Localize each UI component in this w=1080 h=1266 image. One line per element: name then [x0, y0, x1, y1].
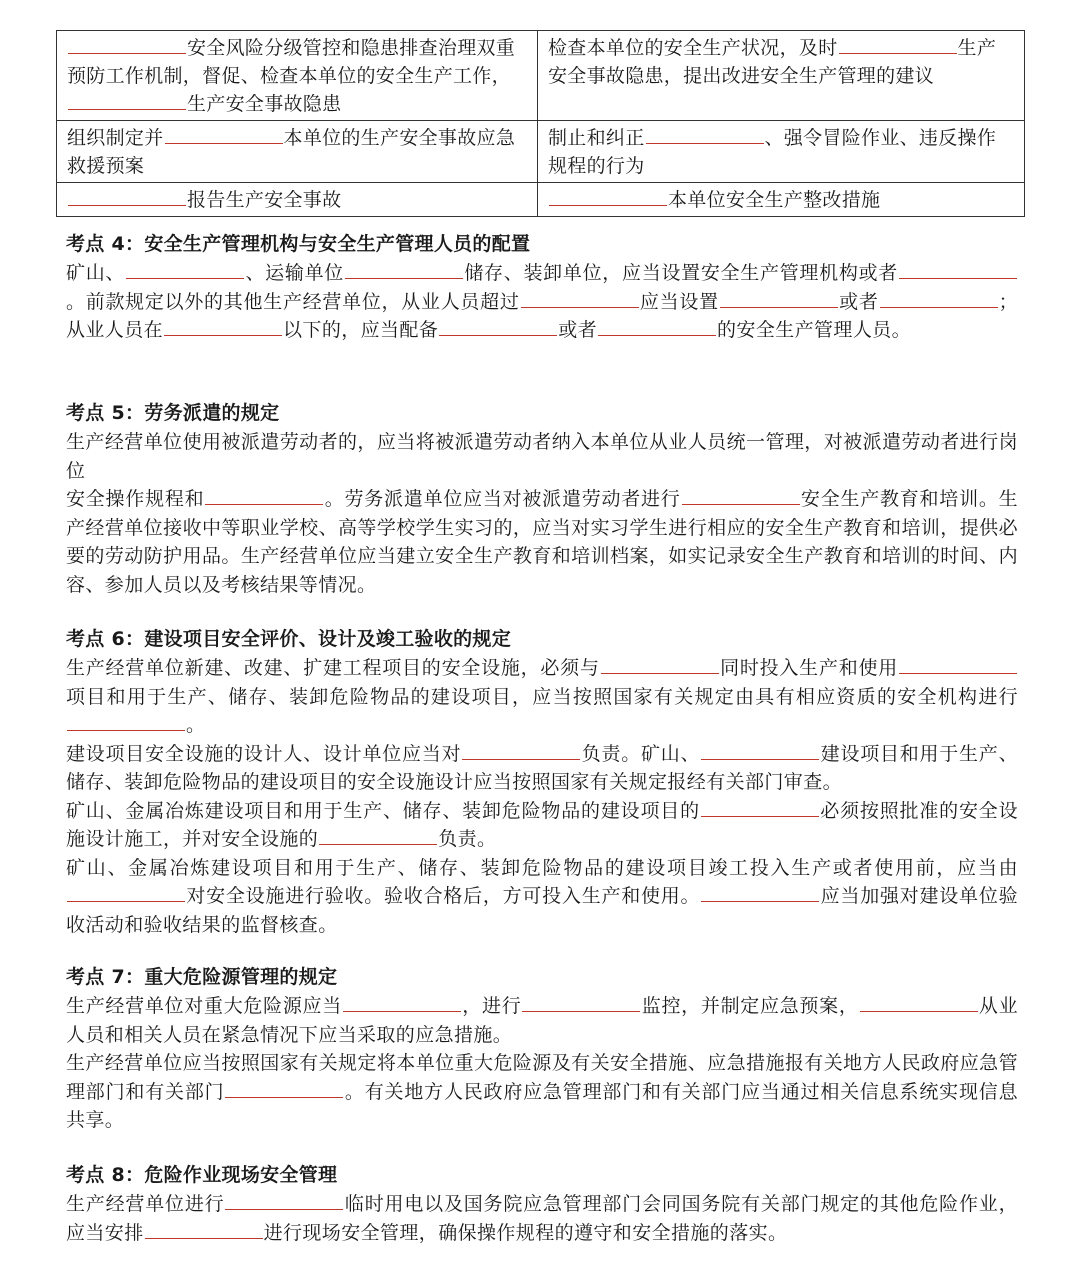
fill-in-blank[interactable]	[899, 260, 1017, 279]
fill-in-blank[interactable]	[68, 91, 186, 110]
text-run: 生产经营单位应当按照国家有关规定将本单位重大危险源及有关安全措施、应急措施报有关地方人民政府应急管理部门和有关部门	[66, 1052, 1018, 1103]
text-run: 。	[186, 714, 206, 736]
fill-in-blank[interactable]	[319, 826, 437, 845]
fill-in-blank[interactable]	[701, 798, 819, 817]
paragraph	[66, 797, 1018, 854]
section-title: 考点 4：安全生产管理机构与安全生产管理人员的配置	[66, 233, 531, 255]
text-run: 储存、装卸单位，应当设置安全生产管理机构或者	[464, 262, 898, 284]
paragraph	[66, 485, 1018, 599]
fill-in-blank[interactable]	[145, 1220, 263, 1239]
table-cell-left	[57, 31, 538, 121]
text-run: 报告生产安全事故	[187, 189, 342, 211]
text-run: 、强令冒险作业、违反操作规程的行为	[548, 127, 997, 177]
table-row	[57, 121, 1025, 183]
text-run: 组织制定并	[67, 127, 164, 149]
fill-in-blank[interactable]	[899, 655, 1017, 674]
text-run: 监控，并制定应急预案，	[641, 995, 859, 1017]
table-cell-left	[57, 183, 538, 217]
table-row	[57, 183, 1025, 217]
text-run: 生产安全事故隐患，提出改进安全生产管理的建议	[548, 37, 997, 87]
text-run: 应当加强对建设单位验收活动和验收结果的监督核查。	[66, 885, 1018, 936]
text-run: 本单位的生产安全事故应急救援预案	[67, 127, 516, 177]
text-run: 同时投入生产和使用	[719, 657, 898, 679]
paragraph	[66, 654, 1018, 740]
paragraph	[66, 854, 1018, 940]
text-run: 生产安全事故隐患	[187, 93, 342, 115]
section-kaodian-6	[66, 624, 1018, 939]
fill-in-blank[interactable]	[682, 486, 800, 505]
section-title: 考点 8：危险作业现场安全管理	[66, 1164, 338, 1186]
text-run: 项目和用于生产、储存、装卸危险物品的建设项目，应当按照国家有关规定由具有相应资质的安全机构进行	[66, 685, 1018, 708]
fill-in-blank[interactable]	[205, 486, 323, 505]
section-title: 考点 5：劳务派遣的规定	[66, 402, 280, 424]
text-run: 以下的，应当配备	[283, 319, 439, 341]
text-run: 检查本单位的安全生产状况，及时	[548, 37, 838, 59]
section-kaodian-4	[66, 229, 1018, 345]
section-kaodian-7	[66, 962, 1018, 1135]
table-cell-right	[538, 121, 1025, 183]
section-title: 考点 6：建设项目安全评价、设计及竣工验收的规定	[66, 628, 512, 650]
text-run: 安全生产教育和培训。生产经营单位接收中等职业学校、高等学校学生实习的，应当对实习学生进行相应的安全生产教育和培训，提供必要的劳动防护用品。生产经营单位应当建立安全生产教育和培训档案，如实记录安全生产教育和培训的时间、内容、参加人员以及考核结果等情况。	[66, 488, 1018, 596]
text-run: 生产经营单位使用被派遣劳动者的，应当将被派遣劳动者纳入本单位从业人员统一管理，对被派遣劳动者进行岗位	[66, 431, 1018, 482]
text-run: 矿山、	[66, 262, 126, 284]
text-run: 生产经营单位新建、改建、扩建工程项目的安全设施，必须与	[66, 657, 600, 679]
paragraph	[66, 740, 1018, 797]
fill-in-blank[interactable]	[860, 993, 978, 1012]
fill-in-blank[interactable]	[68, 187, 186, 206]
paragraph	[66, 1049, 1018, 1135]
text-run: 临时用电以及国务院应急管理部门会同国务院有关部门规定的其他危险作业，应当安排	[66, 1193, 1018, 1244]
fill-in-blank[interactable]	[225, 1079, 343, 1098]
text-run: 。有关地方人民政府应急管理部门和有关部门应当通过相关信息系统实现信息共享。	[66, 1080, 1018, 1131]
text-run: 建设项目安全设施的设计人、设计单位应当对	[66, 742, 462, 765]
fill-in-blank[interactable]	[164, 317, 282, 336]
fill-in-blank[interactable]	[549, 187, 667, 206]
fill-in-blank[interactable]	[67, 712, 185, 731]
fill-in-blank[interactable]	[165, 125, 283, 144]
paragraph	[66, 428, 1018, 485]
text-run: 从业人员和相关人员在紧急情况下应当采取的应急措施。	[66, 995, 1018, 1046]
fill-in-blank[interactable]	[598, 317, 716, 336]
paragraph	[66, 1190, 1018, 1247]
fill-in-blank[interactable]	[720, 289, 838, 308]
text-run: 负责。矿山、	[581, 742, 701, 765]
text-run: 进行现场安全管理，确保操作规程的遵守和安全措施的落实。	[263, 1221, 788, 1244]
text-run: 对安全设施进行验收。验收合格后，方可投入生产和使用。	[186, 885, 701, 907]
fill-in-blank[interactable]	[225, 1191, 343, 1210]
fill-in-blank[interactable]	[462, 741, 580, 760]
fill-in-blank[interactable]	[343, 993, 461, 1012]
fill-in-blank[interactable]	[68, 35, 186, 54]
text-run: ；从业人员在	[66, 290, 1018, 341]
table-cell-left	[57, 121, 538, 183]
text-run: 应当设置	[639, 290, 719, 313]
fill-in-blank[interactable]	[439, 317, 557, 336]
text-run: 负责。	[438, 828, 497, 850]
fill-in-blank[interactable]	[522, 993, 640, 1012]
text-run: 或者	[838, 290, 879, 313]
section-kaodian-5	[66, 398, 1018, 599]
text-run: 矿山、金属冶炼建设项目和用于生产、储存、装卸危险物品的建设项目的	[66, 799, 700, 822]
text-run: 的安全生产管理人员。	[717, 319, 912, 341]
text-run: 安全操作规程和	[66, 488, 205, 510]
text-run: 生产经营单位进行	[66, 1193, 225, 1215]
fill-in-blank[interactable]	[880, 289, 998, 308]
text-run: 生产经营单位对重大危险源应当	[66, 995, 342, 1017]
text-run: 或者	[558, 319, 598, 341]
table-row	[57, 31, 1025, 121]
fill-in-blank[interactable]	[345, 260, 463, 279]
text-run: 制止和纠正	[548, 127, 645, 149]
fill-in-blank[interactable]	[67, 883, 185, 902]
section-kaodian-8	[66, 1160, 1018, 1247]
text-run: 。劳务派遣单位应当对被派遣劳动者进行	[324, 488, 681, 510]
paragraph	[66, 992, 1018, 1049]
fill-in-blank[interactable]	[601, 655, 719, 674]
paragraph	[66, 259, 1018, 345]
text-run: 本单位安全生产整改措施	[668, 189, 881, 211]
fill-in-blank[interactable]	[701, 741, 819, 760]
fill-in-blank[interactable]	[521, 289, 639, 308]
text-run: 。前款规定以外的其他生产经营单位，从业人员超过	[66, 290, 520, 313]
duty-table	[56, 30, 1025, 217]
fill-in-blank[interactable]	[126, 260, 244, 279]
text-run: 矿山、金属冶炼建设项目和用于生产、储存、装卸危险物品的建设项目竣工投入生产或者使用前，应当由	[66, 856, 1018, 879]
text-run: 建设项目和用于生产、储存、装卸危险物品的建设项目的安全设施设计应当按照国家有关规定报经有关部门审查。	[66, 742, 1018, 793]
text-run: 、运输单位	[245, 262, 345, 284]
table-cell-right	[538, 183, 1025, 217]
fill-in-blank[interactable]	[701, 883, 819, 902]
text-run: ，进行	[461, 995, 522, 1017]
section-title: 考点 7：重大危险源管理的规定	[66, 966, 338, 988]
table-cell-right	[538, 31, 1025, 121]
text-run: 安全风险分级管控和隐患排查治理双重预防工作机制，督促、检查本单位的安全生产工作，	[67, 37, 516, 87]
text-run: 必须按照批准的安全设施设计施工，并对安全设施的	[66, 799, 1018, 850]
fill-in-blank[interactable]	[839, 35, 957, 54]
fill-in-blank[interactable]	[646, 125, 764, 144]
